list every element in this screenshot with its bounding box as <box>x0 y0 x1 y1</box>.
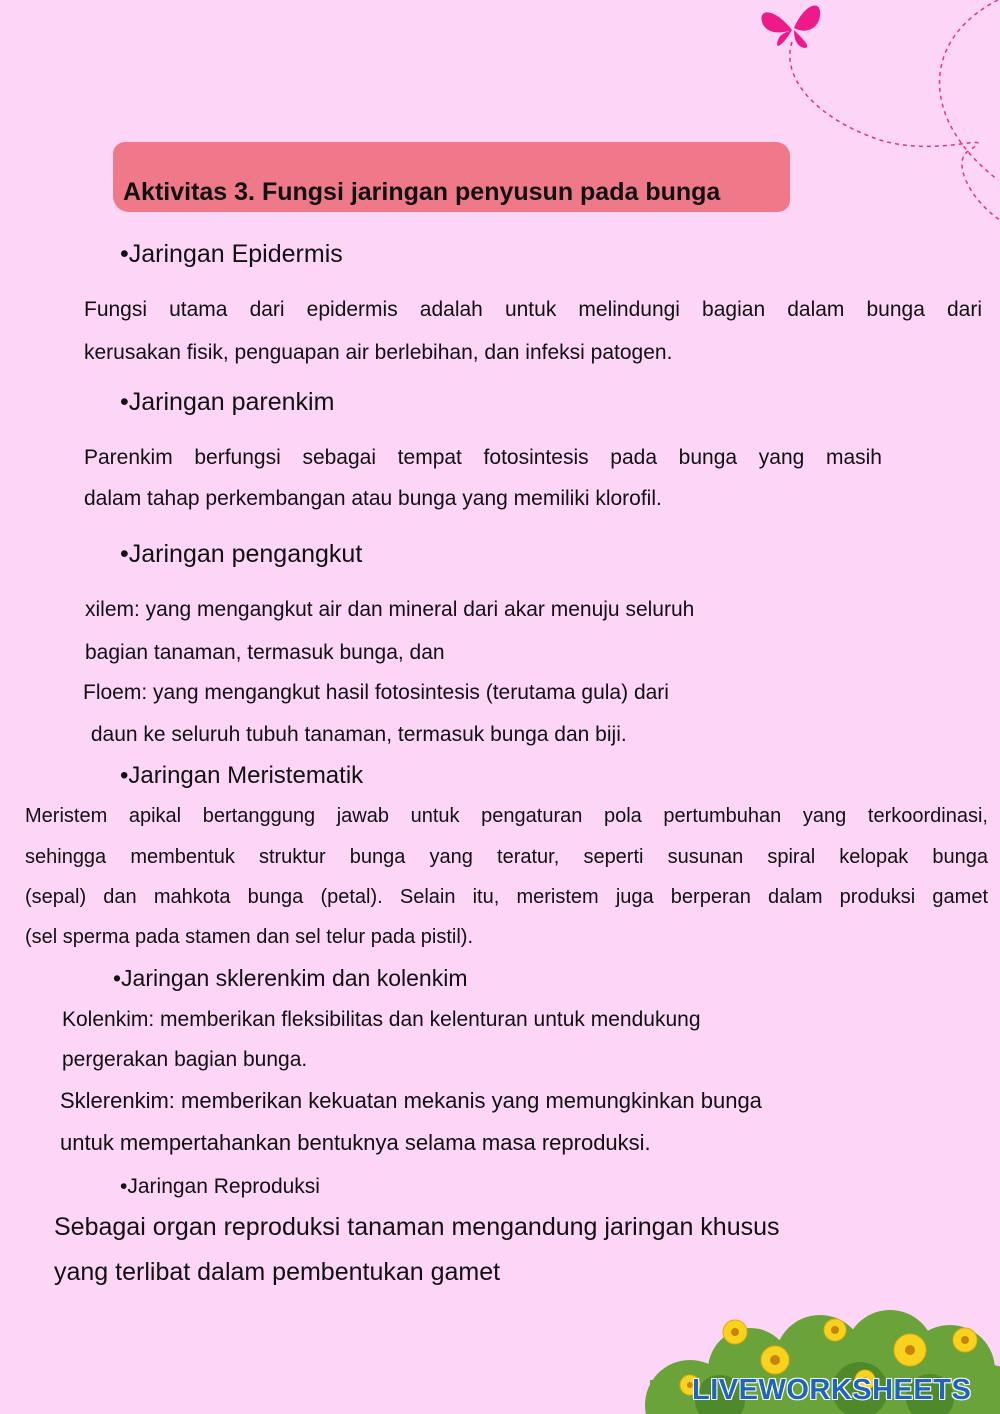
dashed-flight-path-icon <box>790 42 1000 220</box>
liveworksheets-logo <box>692 1374 971 1407</box>
sklerenkim-line-2: untuk mempertahankan bentuknya selama masa reproduksi. <box>60 1130 651 1155</box>
dashed-arc-icon <box>940 0 999 180</box>
page-title: Aktivitas 3. Fungsi jaringan penyusun pada bunga <box>123 177 721 206</box>
heading-meristematik: •Jaringan Meristematik <box>120 762 364 789</box>
kolenkim-line-1: Kolenkim: memberikan fleksibilitas dan kelenturan untuk mendukung <box>62 1008 701 1031</box>
heading-epidermis: •Jaringan Epidermis <box>120 240 343 268</box>
heading-parenkim: •Jaringan parenkim <box>120 388 335 416</box>
meristematik-line-3: (sepal) dan mahkota bunga (petal). Selain itu, meristem juga berperan dalam produksi gamet <box>25 886 988 908</box>
kolenkim-line-2: pergerakan bagian bunga. <box>62 1048 308 1071</box>
butterfly-icon <box>761 6 820 48</box>
heading-reproduksi: •Jaringan Reproduksi <box>120 1175 320 1198</box>
pengangkut-line-1: xilem: yang mengangkut air dan mineral dari akar menuju seluruh <box>85 598 695 621</box>
epidermis-line-1: Fungsi utama dari epidermis adalah untuk melindungi bagian dalam bunga dari <box>84 298 982 321</box>
pengangkut-line-3: Floem: yang mengangkut hasil fotosintesis (terutama gula) dari <box>83 681 669 704</box>
reproduksi-line-2: yang terlibat dalam pembentukan gamet <box>54 1258 501 1286</box>
reproduksi-line-1: Sebagai organ reproduksi tanaman mengandung jaringan khusus <box>54 1213 780 1241</box>
pengangkut-line-4: daun ke seluruh tubuh tanaman, termasuk bunga dan biji. <box>85 723 627 746</box>
epidermis-line-2: kerusakan fisik, penguapan air berlebihan, dan infeksi patogen. <box>84 341 673 364</box>
parenkim-line-1: Parenkim berfungsi sebagai tempat fotosintesis pada bunga yang masih <box>84 446 882 469</box>
meristematik-line-4: (sel sperma pada stamen dan sel telur pada pistil). <box>25 926 474 948</box>
heading-sklerenkim-kolenkim: •Jaringan sklerenkim dan kolenkim <box>113 965 468 991</box>
liveworksheets-brand-text: LIVEWORKSHEETS <box>692 1374 972 1406</box>
meristematik-line-1: Meristem apikal bertanggung jawab untuk pengaturan pola pertumbuhan yang terkoordinasi, <box>25 805 988 827</box>
heading-pengangkut: •Jaringan pengangkut <box>120 540 363 568</box>
meristematik-line-2: sehingga membentuk struktur bunga yang teratur, seperti susunan spiral kelopak bunga <box>25 846 988 868</box>
pengangkut-line-2: bagian tanaman, termasuk bunga, dan <box>85 641 445 664</box>
sklerenkim-line-1: Sklerenkim: memberikan kekuatan mekanis yang memungkinkan bunga <box>60 1088 762 1113</box>
parenkim-line-2: dalam tahap perkembangan atau bunga yang memiliki klorofil. <box>84 487 662 510</box>
